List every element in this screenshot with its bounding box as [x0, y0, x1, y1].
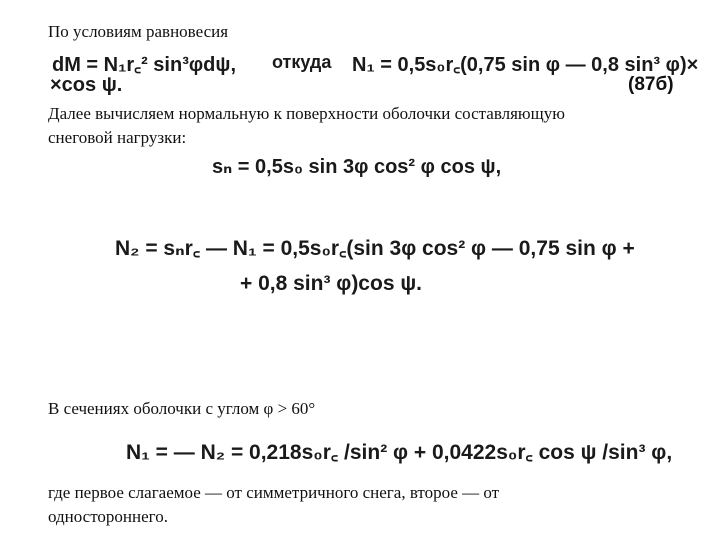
equation-n1-result: N₁ = — N₂ = 0,218s₀r꜀ /sin² φ + 0,0422s₀r꜀ cos ψ /sin³ φ,	[126, 441, 673, 464]
equation-moment: dM = N₁r꜀² sin³φdψ,	[52, 54, 237, 76]
equation-n2-line2: + 0,8 sin³ φ)cos ψ.	[240, 272, 422, 295]
equation-n1: N₁ = 0,5s₀r꜀(0,75 sin φ — 0,8 sin³ φ)×	[352, 54, 699, 76]
paragraph-normal-component-line2: снеговой нагрузки:	[48, 128, 187, 147]
equation-snow-normal: sₙ = 0,5s₀ sin 3φ cos² φ cos ψ,	[212, 156, 502, 178]
equation-n2-line1: N₂ = sₙr꜀ — N₁ = 0,5s₀r꜀(sin 3φ cos² φ — 0,75 sin φ +	[115, 237, 635, 260]
equation-connector-word: откуда	[272, 52, 332, 72]
equation-number-87b: (87б)	[628, 74, 674, 95]
paragraph-sections-angle: В сечениях оболочки с углом φ > 60°	[48, 399, 316, 418]
paragraph-normal-component-line1: Далее вычисляем нормальную к поверхности оболочки составляющую	[48, 104, 565, 123]
equation-n1-continuation: ×cos ψ.	[50, 74, 123, 96]
paragraph-terms-line2: одностороннего.	[48, 507, 168, 526]
paragraph-equilibrium: По условиям равновесия	[48, 22, 229, 41]
paragraph-terms-line1: где первое слагаемое — от симметричного снега, второе — от	[48, 483, 500, 502]
